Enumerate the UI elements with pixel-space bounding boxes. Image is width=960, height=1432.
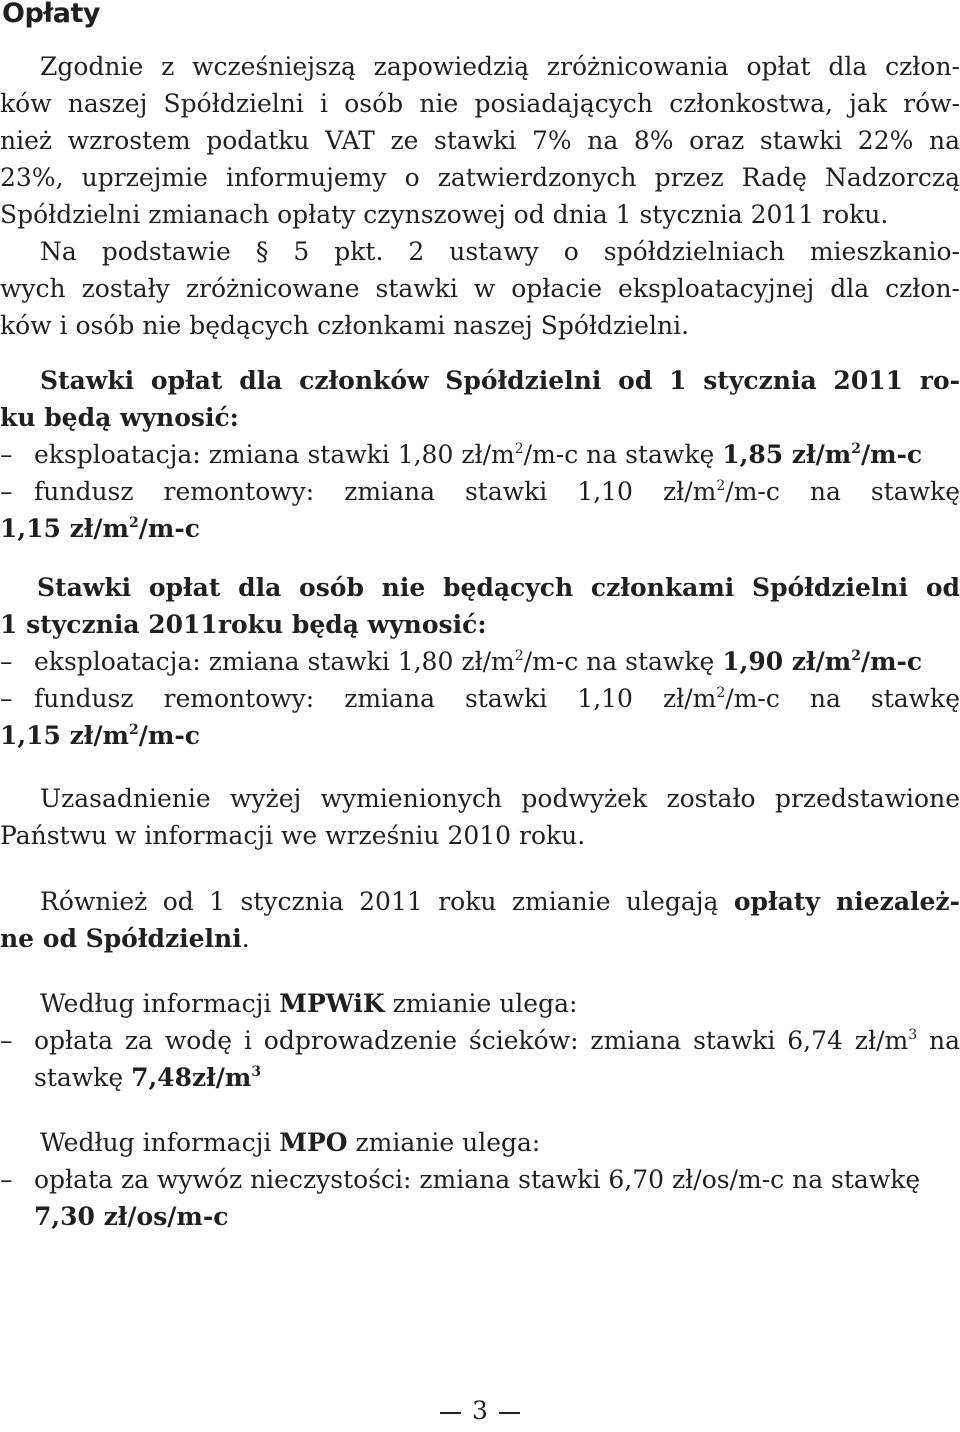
text-line: wych zostały zróżnicowane stawki w opłacie eksploatacyjnej dla człon- bbox=[0, 274, 960, 303]
page-heading: Opłaty bbox=[2, 0, 101, 29]
page-number: 3 bbox=[440, 1396, 520, 1426]
list-item: – opłata za wywóz nieczystości: zmiana stawki 6,70 zł/os/m-c na stawkę bbox=[0, 1161, 960, 1198]
list-item-continuation: stawkę $7,48zł/m^3$ bbox=[34, 1063, 262, 1092]
section-title: ku będą wynosić: bbox=[0, 403, 239, 432]
text-line: Zgodnie z wcześniejszą zapowiedzią zróżnicowania opłat dla człon- bbox=[40, 52, 960, 81]
dash-bullet: – bbox=[0, 477, 13, 506]
list-item: – opłata za wodę i odprowadzenie ścieków: zmiana stawki 6,74 $zł/m^3$ na bbox=[0, 1022, 960, 1059]
text-line: ków naszej Spółdzielni i osób nie posiadających członkostwa, jak rów- bbox=[0, 89, 960, 118]
text-line: Uzasadnienie wyżej wymienionych podwyżek zostało przedstawione bbox=[40, 784, 960, 813]
list-item-continuation: 1,15 $zł/m^2/m-c$ bbox=[0, 514, 200, 543]
text-line: Według informacji MPO zmianie ulega: bbox=[40, 1128, 541, 1157]
intro-paragraph bbox=[0, 48, 960, 344]
text-line: Również od 1 stycznia 2011 roku zmianie ulegają opłaty niezależ- bbox=[40, 887, 960, 916]
text-line: 23%, uprzejmie informujemy o zatwierdzonych przez Radę Nadzorczą bbox=[0, 163, 960, 192]
list-item: – fundusz remontowy: zmiana stawki 1,10 $zł/m^2/m-c$ na stawkę bbox=[0, 473, 960, 510]
text-line: Spółdzielni zmianach opłaty czynszowej od dnia 1 stycznia 2011 roku. bbox=[0, 200, 889, 229]
text-line: nież wzrostem podatku VAT ze stawki 7% na 8% oraz stawki 22% na bbox=[0, 126, 960, 155]
list-item: – eksploatacja: zmiana stawki 1,80 $zł/m^2/m-c$ na stawkę 1,90 $zł/m^2/m-c$ bbox=[0, 643, 960, 680]
text-line: Na podstawie § 5 pkt. 2 ustawy o spółdzielniach mieszkanio- bbox=[40, 237, 960, 266]
text-line: Państwu w informacji we wrześniu 2010 roku. bbox=[0, 821, 586, 850]
dash-bullet: – bbox=[0, 440, 13, 469]
mpwik-section bbox=[0, 985, 960, 1096]
dash-bullet: – bbox=[0, 647, 13, 676]
list-item-continuation: 7,30 zł/os/m-c bbox=[34, 1202, 229, 1231]
section-title: Stawki opłat dla członków Spółdzielni od 1 stycznia 2011 ro- bbox=[40, 366, 960, 395]
dash-bullet: – bbox=[0, 684, 13, 713]
text-line: Według informacji MPWiK zmianie ulega: bbox=[40, 989, 578, 1018]
list-item-continuation: 1,15 $zł/m^2/m-c$ bbox=[0, 721, 200, 750]
list-item: – eksploatacja: zmiana stawki 1,80 $zł/m^2/m-c$ na stawkę 1,85 $zł/m^2/m-c$ bbox=[0, 436, 960, 473]
section-title: Stawki opłat dla osób nie będących członkami Spółdzielni od bbox=[37, 573, 960, 602]
mpo-section bbox=[0, 1124, 960, 1235]
text-line: ne od Spółdzielni. bbox=[0, 924, 250, 953]
independent-fees-paragraph bbox=[0, 883, 960, 957]
section-title: 1 stycznia 2011roku będą wynosić: bbox=[0, 610, 487, 639]
dash-bullet: – bbox=[0, 1165, 13, 1194]
members-rates-section bbox=[0, 362, 960, 547]
text-line: ków i osób nie będących członkami naszej Spółdzielni. bbox=[0, 311, 690, 340]
dash-bullet: – bbox=[0, 1026, 13, 1055]
justification-paragraph bbox=[0, 780, 960, 854]
nonmembers-rates-section bbox=[0, 569, 960, 754]
list-item: – fundusz remontowy: zmiana stawki 1,10 $zł/m^2/m-c$ na stawkę bbox=[0, 680, 960, 717]
